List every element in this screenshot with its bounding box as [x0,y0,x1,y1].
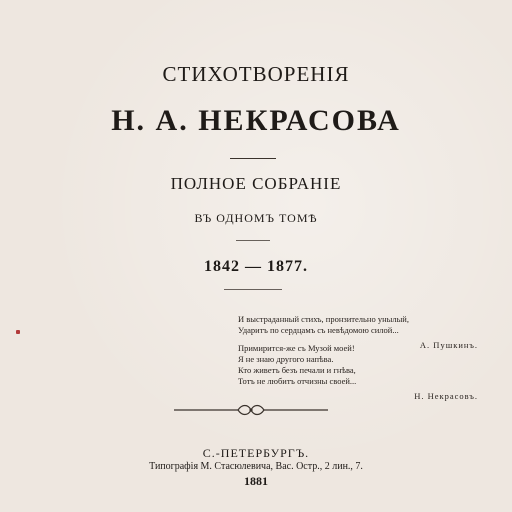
volume-note: ВЪ ОДНОМЪ ТОМѢ [194,211,318,225]
epigraph-signature: Н. Некрасовъ. [414,391,478,401]
epigraph-line: Ударитъ по сердцамъ съ невѣдомою силой... [238,325,399,335]
imprint-printer: Типографія М. Стасюлевича, Вас. Остр., 2 лин., 7. [149,461,363,472]
years: 1842 — 1877. [204,258,308,275]
epigraph-block-2 [238,343,478,402]
epigraph-line: Примирится-же съ Музой моей! [238,343,355,353]
epigraph-line: И выстраданный стихъ, пронзительно унылый, [238,314,409,324]
divider-short-1 [230,158,276,159]
imprint-city: С.-ПЕТЕРБУРГЪ. [202,446,310,460]
divider-short-3 [224,289,282,290]
epigraph-line: Кто живетъ безъ печали и гнѣва, [238,365,356,375]
imprint-year: 1881 [244,474,268,488]
ornament-divider-icon [172,402,330,418]
title-author: Н. А. НЕКРАСОВА [111,104,401,137]
divider-short-2 [236,240,270,241]
epigraph-line: Тотъ не любитъ отчизны своей... [238,376,357,386]
title-line1: СТИХОТВОРЕНІЯ [162,62,350,86]
epigraph-line: Я не знаю другого напѣва. [238,354,334,364]
epigraph-signature: А. Пушкинъ. [419,340,478,350]
subtitle: ПОЛНОЕ СОБРАНІЕ [170,174,342,193]
red-mark [16,330,20,334]
